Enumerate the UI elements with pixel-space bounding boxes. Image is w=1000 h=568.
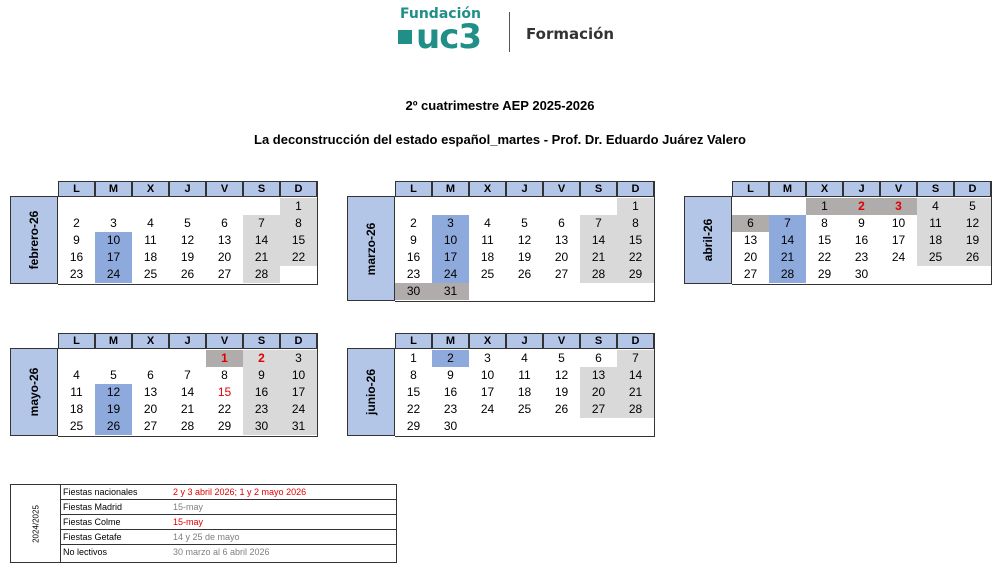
day-cell: 23 — [406, 267, 421, 281]
day-cell: 4 — [917, 198, 954, 215]
day-cell: 1 — [410, 351, 417, 365]
day-cell: 20 — [580, 384, 617, 401]
day-cell: 10 — [891, 216, 906, 230]
month-label — [347, 196, 395, 301]
day-cell: 22 — [617, 249, 654, 266]
day-cell: 26 — [180, 267, 195, 281]
legend-row — [61, 500, 396, 515]
month-name: junio-26 — [364, 368, 378, 416]
day-cell: 3 — [484, 351, 491, 365]
weekday-header: S — [243, 333, 280, 349]
day-cell: 30 — [443, 419, 458, 433]
weekday-header: J — [506, 333, 543, 349]
day-cell: 6 — [558, 216, 565, 230]
day-cell: 4 — [147, 216, 154, 230]
day-cell: 15 — [817, 233, 832, 247]
day-cell: 9 — [243, 367, 280, 384]
day-cell: 27 — [143, 419, 158, 433]
logo-uc3-text — [398, 17, 482, 57]
day-cell: 24 — [891, 250, 906, 264]
day-cell: 16 — [854, 233, 869, 247]
day-cell: 21 — [617, 384, 654, 401]
day-cell: 21 — [580, 249, 617, 266]
weekday-header: D — [617, 181, 654, 197]
day-cell: 11 — [518, 368, 531, 382]
day-cell: 29 — [217, 419, 232, 433]
weekday-header: S — [917, 181, 954, 197]
weekday-header: M — [769, 181, 806, 197]
holidays-legend — [10, 484, 397, 563]
legend-row — [61, 530, 396, 545]
day-cell: 3 — [280, 350, 317, 367]
legend-row — [61, 545, 396, 562]
day-cell: 15 — [217, 385, 232, 399]
day-cell: 16 — [443, 385, 458, 399]
legend-label: Fiestas nacionales — [63, 487, 138, 497]
day-cell: 11 — [144, 233, 157, 247]
day-cell: 2 — [243, 350, 280, 367]
day-cell: 18 — [480, 250, 495, 264]
month-grid — [395, 333, 655, 437]
legend-row — [61, 485, 396, 500]
day-cell: 15 — [617, 232, 654, 249]
day-cell: 21 — [180, 402, 195, 416]
day-cell: 2 — [432, 350, 469, 367]
day-cell: 17 — [891, 233, 906, 247]
day-cell: 26 — [517, 267, 532, 281]
calendar-february — [10, 181, 317, 284]
day-cell: 20 — [743, 250, 758, 264]
day-cell: 19 — [517, 250, 532, 264]
weekday-header: V — [543, 333, 580, 349]
day-cell: 23 — [69, 267, 84, 281]
legend-value: 14 y 25 de mayo — [173, 532, 240, 542]
day-cell: 21 — [243, 249, 280, 266]
page-title: 2º cuatrimestre AEP 2025-2026 — [405, 98, 595, 113]
day-cell: 14 — [769, 232, 806, 249]
day-cell: 29 — [817, 267, 832, 281]
weekday-header: J — [169, 333, 206, 349]
logo-uc3-label: uc3 — [416, 17, 482, 57]
day-cell: 1 — [806, 198, 843, 215]
day-cell: 12 — [180, 233, 195, 247]
day-cell: 11 — [481, 233, 494, 247]
day-cell: 19 — [554, 385, 569, 399]
weekday-header: M — [432, 181, 469, 197]
day-cell: 8 — [821, 216, 828, 230]
day-cell: 28 — [617, 401, 654, 418]
month-label — [347, 348, 395, 436]
day-cell: 16 — [406, 250, 421, 264]
day-cell: 26 — [954, 249, 991, 266]
day-cell: 17 — [95, 249, 132, 266]
weekday-header: J — [843, 181, 880, 197]
weekday-header: L — [58, 181, 95, 197]
weekday-header: V — [880, 181, 917, 197]
day-cell: 22 — [280, 249, 317, 266]
fundacion-uc3-logo — [398, 4, 615, 57]
legend-value: 30 marzo al 6 abril 2026 — [173, 547, 270, 557]
weekday-header: L — [395, 181, 432, 197]
logo-square-icon — [398, 30, 412, 44]
day-cell: 5 — [521, 216, 528, 230]
day-cell: 30 — [395, 283, 432, 300]
weekday-header: S — [580, 181, 617, 197]
day-cell: 8 — [280, 215, 317, 232]
day-cell: 8 — [410, 368, 417, 382]
day-cell: 20 — [554, 250, 569, 264]
calendar-june — [347, 333, 654, 436]
day-cell: 29 — [617, 266, 654, 283]
weekday-header: M — [432, 333, 469, 349]
weekday-header: D — [280, 333, 317, 349]
day-cell: 5 — [954, 198, 991, 215]
day-cell: 16 — [69, 250, 84, 264]
day-cell: 5 — [184, 216, 191, 230]
day-cell: 2 — [410, 216, 417, 230]
day-cell: 3 — [110, 216, 117, 230]
day-cell: 12 — [554, 368, 569, 382]
day-cell: 10 — [480, 368, 495, 382]
day-cell: 1 — [617, 198, 654, 215]
weekday-header: L — [732, 181, 769, 197]
weekday-header: X — [132, 181, 169, 197]
day-cell: 25 — [517, 402, 532, 416]
month-name: marzo-26 — [364, 222, 378, 275]
legend-label: Fiestas Colme — [63, 517, 121, 527]
legend-year-text: 2024/2025 — [31, 504, 40, 543]
weekday-header: X — [469, 333, 506, 349]
day-cell: 9 — [410, 233, 417, 247]
logo-divider — [509, 12, 510, 52]
day-cell: 8 — [617, 215, 654, 232]
day-cell: 14 — [617, 367, 654, 384]
day-cell: 18 — [69, 402, 84, 416]
logo-formacion-text: Formación — [526, 25, 615, 43]
day-cell: 27 — [743, 267, 758, 281]
day-cell: 6 — [221, 216, 228, 230]
weekday-header: M — [95, 333, 132, 349]
day-cell: 19 — [180, 250, 195, 264]
day-cell: 14 — [180, 385, 195, 399]
day-cell: 26 — [95, 418, 132, 435]
day-cell: 13 — [580, 367, 617, 384]
weekday-header: X — [132, 333, 169, 349]
day-cell: 5 — [558, 351, 565, 365]
month-name: mayo-26 — [27, 367, 41, 417]
day-cell: 21 — [769, 249, 806, 266]
day-cell: 5 — [110, 368, 117, 382]
month-grid — [732, 181, 992, 285]
day-cell: 3 — [432, 215, 469, 232]
weekday-header: D — [280, 181, 317, 197]
day-cell: 9 — [447, 368, 454, 382]
day-cell: 3 — [880, 198, 917, 215]
day-cell: 26 — [554, 402, 569, 416]
day-cell: 10 — [432, 232, 469, 249]
day-cell: 10 — [95, 232, 132, 249]
day-cell: 24 — [280, 401, 317, 418]
calendar-april — [684, 181, 991, 284]
weekday-header: M — [95, 181, 132, 197]
day-cell: 12 — [517, 233, 532, 247]
day-cell: 24 — [480, 402, 495, 416]
day-cell: 4 — [73, 368, 80, 382]
day-cell: 19 — [954, 232, 991, 249]
month-label — [684, 196, 732, 284]
day-cell: 28 — [243, 266, 280, 283]
calendar-march — [347, 181, 654, 301]
legend-value: 15-may — [173, 502, 204, 512]
day-cell: 1 — [206, 350, 243, 367]
day-cell: 27 — [554, 267, 569, 281]
month-name: abril-26 — [701, 218, 715, 262]
day-cell: 22 — [817, 250, 832, 264]
day-cell: 8 — [221, 368, 228, 382]
day-cell: 14 — [243, 232, 280, 249]
day-cell: 28 — [180, 419, 195, 433]
weekday-header: L — [58, 333, 95, 349]
day-cell: 9 — [858, 216, 865, 230]
day-cell: 25 — [143, 267, 158, 281]
weekday-header: S — [580, 333, 617, 349]
logo-fundacion-text: Fundación — [400, 6, 481, 22]
day-cell: 18 — [517, 385, 532, 399]
day-cell: 2 — [843, 198, 880, 215]
day-cell: 11 — [917, 215, 954, 232]
legend-row — [61, 515, 396, 530]
day-cell: 22 — [217, 402, 232, 416]
day-cell: 4 — [484, 216, 491, 230]
day-cell: 17 — [432, 249, 469, 266]
month-name: febrero-26 — [27, 210, 41, 270]
day-cell: 7 — [617, 350, 654, 367]
month-grid — [58, 333, 318, 437]
day-cell: 11 — [70, 385, 83, 399]
day-cell: 9 — [73, 233, 80, 247]
weekday-header: L — [395, 333, 432, 349]
day-cell: 4 — [521, 351, 528, 365]
page-subtitle: La deconstrucción del estado español_martes - Prof. Dr. Eduardo Juárez Valero — [254, 132, 746, 147]
day-cell: 20 — [143, 402, 158, 416]
day-cell: 30 — [854, 267, 869, 281]
month-grid — [58, 181, 318, 285]
day-cell: 23 — [443, 402, 458, 416]
day-cell: 12 — [95, 384, 132, 401]
day-cell: 24 — [432, 266, 469, 283]
legend-label: Fiestas Getafe — [63, 532, 122, 542]
day-cell: 1 — [280, 198, 317, 215]
day-cell: 16 — [243, 384, 280, 401]
day-cell: 6 — [732, 215, 769, 232]
day-cell: 28 — [769, 266, 806, 283]
weekday-header: D — [617, 333, 654, 349]
day-cell: 24 — [95, 266, 132, 283]
legend-value: 15-may — [173, 517, 204, 527]
weekday-header: S — [243, 181, 280, 197]
calendar-may — [10, 333, 317, 436]
weekday-header: V — [206, 333, 243, 349]
day-cell: 17 — [480, 385, 495, 399]
weekday-header: X — [806, 181, 843, 197]
day-cell: 18 — [917, 232, 954, 249]
day-cell: 29 — [406, 419, 421, 433]
day-cell: 12 — [954, 215, 991, 232]
day-cell: 25 — [480, 267, 495, 281]
legend-label: Fiestas Madrid — [63, 502, 123, 512]
day-cell: 18 — [143, 250, 158, 264]
day-cell: 30 — [243, 418, 280, 435]
weekday-header: J — [169, 181, 206, 197]
day-cell: 13 — [554, 233, 569, 247]
weekday-header: V — [206, 181, 243, 197]
day-cell: 7 — [769, 215, 806, 232]
day-cell: 7 — [243, 215, 280, 232]
day-cell: 13 — [217, 233, 232, 247]
day-cell: 15 — [406, 385, 421, 399]
day-cell: 20 — [217, 250, 232, 264]
legend-value: 2 y 3 abril 2026; 1 y 2 mayo 2026 — [173, 487, 307, 497]
weekday-header: D — [954, 181, 991, 197]
day-cell: 25 — [69, 419, 84, 433]
day-cell: 13 — [143, 385, 158, 399]
day-cell: 27 — [580, 401, 617, 418]
day-cell: 19 — [95, 401, 132, 418]
weekday-header: V — [543, 181, 580, 197]
day-cell: 2 — [73, 216, 80, 230]
day-cell: 31 — [432, 283, 469, 300]
day-cell: 28 — [580, 266, 617, 283]
day-cell: 15 — [280, 232, 317, 249]
day-cell: 6 — [595, 351, 602, 365]
day-cell: 22 — [406, 402, 421, 416]
day-cell: 13 — [743, 233, 758, 247]
day-cell: 7 — [184, 368, 191, 382]
legend-label: No lectivos — [63, 547, 108, 557]
day-cell: 17 — [280, 384, 317, 401]
legend-year-label — [11, 485, 61, 562]
day-cell: 7 — [580, 215, 617, 232]
day-cell: 6 — [147, 368, 154, 382]
day-cell: 10 — [280, 367, 317, 384]
month-grid — [395, 181, 655, 302]
month-label — [10, 196, 58, 284]
weekday-header: J — [506, 181, 543, 197]
month-label — [10, 348, 58, 436]
day-cell: 23 — [854, 250, 869, 264]
day-cell: 14 — [580, 232, 617, 249]
weekday-header: X — [469, 181, 506, 197]
day-cell: 23 — [243, 401, 280, 418]
day-cell: 31 — [280, 418, 317, 435]
day-cell: 25 — [917, 249, 954, 266]
day-cell: 27 — [217, 267, 232, 281]
